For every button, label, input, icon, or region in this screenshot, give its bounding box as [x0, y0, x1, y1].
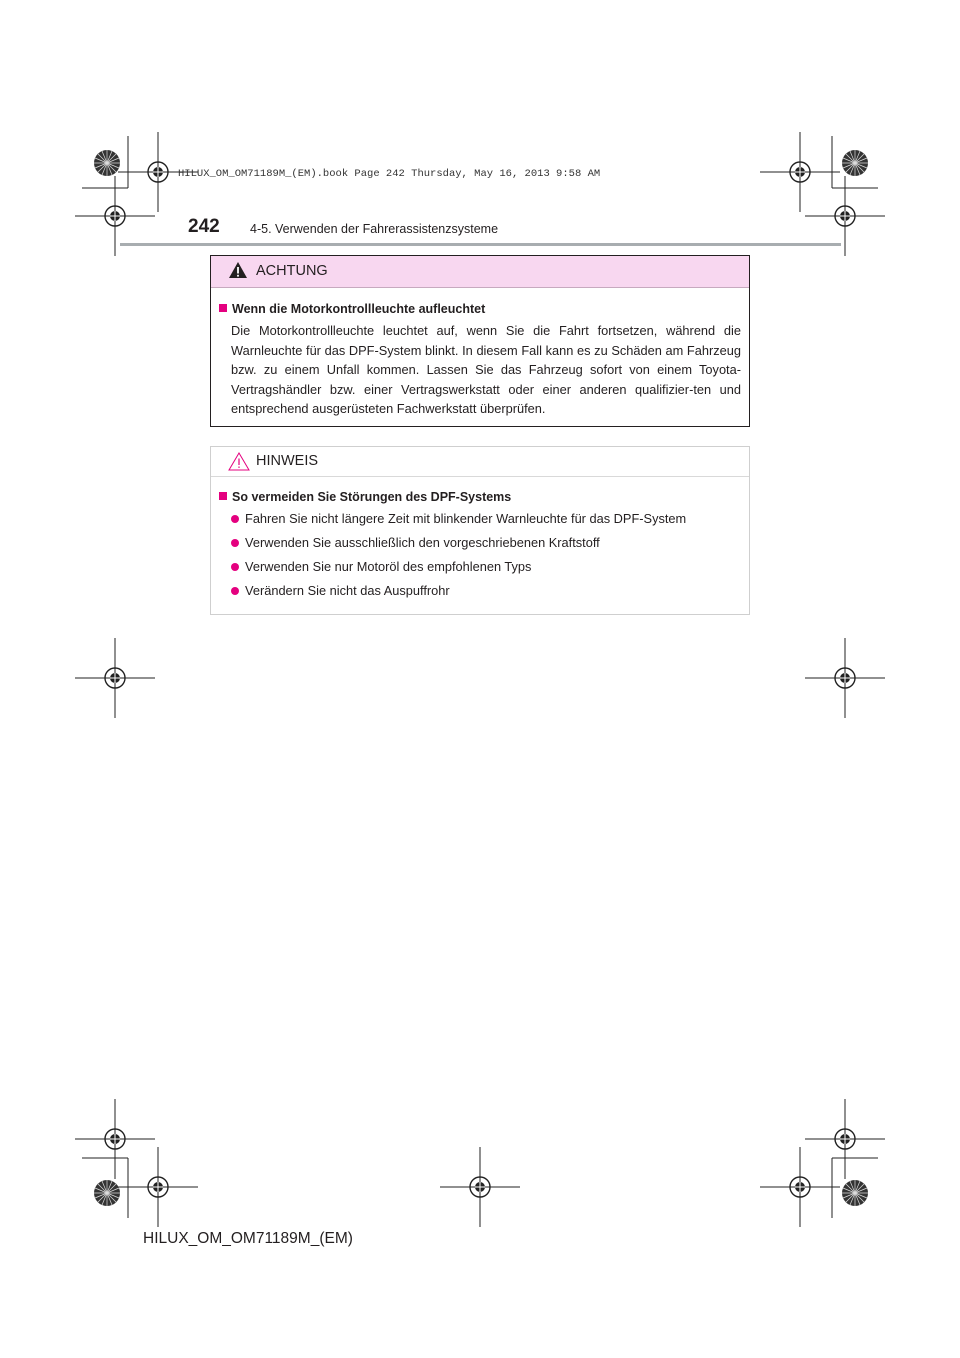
achtung-section-title: Wenn die Motorkontrollleuchte aufleuchtet: [219, 302, 485, 316]
hinweis-bullet-list: [231, 511, 686, 607]
footer-document-code: HILUX_OM_OM71189M_(EM): [143, 1230, 353, 1247]
page-number: 242: [188, 216, 220, 237]
round-bullet-icon: [231, 587, 239, 595]
header-section-title: 4-5. Verwenden der Fahrerassistenzsysteme: [250, 222, 499, 236]
square-bullet-icon: [219, 304, 227, 312]
list-item: Verwenden Sie nur Motoröl des empfohlenen Typs: [231, 559, 686, 583]
achtung-label: ACHTUNG: [256, 263, 328, 279]
header-rule: [120, 243, 841, 246]
hinweis-section-title: So vermeiden Sie Störungen des DPF-Systems: [219, 490, 511, 504]
hinweis-label: HINWEIS: [256, 453, 319, 469]
list-item: Fahren Sie nicht längere Zeit mit blinkender Warnleuchte für das DPF-System: [231, 511, 686, 535]
print-slug: HILUX_OM_OM71189M_(EM).book Page 242 Thursday, May 16, 2013 9:58 AM: [178, 168, 601, 180]
achtung-warning-box: [210, 255, 750, 427]
round-bullet-icon: [231, 515, 239, 523]
warning-triangle-icon: [228, 261, 248, 279]
achtung-paragraph: Die Motorkontrollleuchte leuchtet auf, wenn Sie die Fahrt fortsetzen, während die Warnleuchte für das DPF-System blinkt. In diesem Fall kann es zu Schäden am Fahrzeug bzw. zu einem Unfall kommen. Lassen Sie das Fahrzeug sofort von einem Toyota-Vertragshändler bzw. einer Vertragswerkstatt oder einer anderen qualifizier-ten und entsprechend ausgerüsteten Fachwerkstatt überprüfen.: [231, 323, 741, 416]
round-bullet-icon: [231, 539, 239, 547]
hinweis-header: [211, 447, 749, 477]
hinweis-notice-box: [210, 446, 750, 615]
list-item: Verändern Sie nicht das Auspuffrohr: [231, 583, 686, 607]
warning-triangle-outline-icon: [228, 452, 250, 471]
achtung-header: [211, 256, 749, 288]
list-item: Verwenden Sie ausschließlich den vorgeschriebenen Kraftstoff: [231, 535, 686, 559]
round-bullet-icon: [231, 563, 239, 571]
square-bullet-icon: [219, 492, 227, 500]
